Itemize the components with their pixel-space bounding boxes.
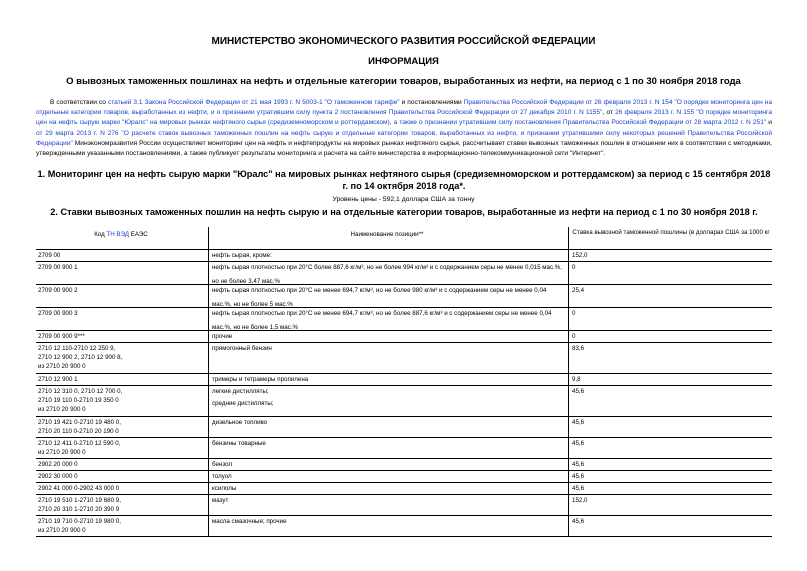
table-body xyxy=(36,250,772,537)
table-row xyxy=(36,343,772,374)
table-row xyxy=(36,483,772,495)
header-code-suffix: ЕАЭС xyxy=(129,231,148,238)
subject-heading: О вывозных таможенных пошлинах на нефть и отдельные категории товаров, выработанных из нефти, на период с 1 по 30 ноября 2018 года xyxy=(66,76,741,87)
row-code xyxy=(38,496,206,514)
row-code-line: из 2710 20 900 0 xyxy=(38,527,86,534)
row-rate: 152,0 xyxy=(572,252,588,259)
row-name xyxy=(212,418,564,427)
row-code xyxy=(38,387,206,414)
decree-154-link[interactable]: Правительства Российской Федерации от 26 февраля 2013 г. N 154 "О порядке мониторинга цен на отдельные категории товаров, выработанных из нефти, и о признании утратившим силу пункта 2 постановления Правительства Российской Федерации от 27 декабря 2010 г. N 1155" xyxy=(36,99,772,117)
header-code-prefix: Код xyxy=(94,231,107,238)
row-code-line: 2710 19 510 1-2710 19 680 9, xyxy=(38,497,121,504)
row-code xyxy=(38,332,206,341)
table-row xyxy=(36,331,772,343)
row-rate: 45,6 xyxy=(572,461,585,468)
ministry-heading: МИНИСТЕРСТВО ЭКОНОМИЧЕСКОГО РАЗВИТИЯ РОССИЙСКОЙ ФЕДЕРАЦИИ xyxy=(211,36,596,47)
row-code-line: 2709 00 900 9*** xyxy=(38,333,85,340)
row-code xyxy=(38,344,206,371)
row-rate: 45,6 xyxy=(572,485,585,492)
table-row xyxy=(36,285,772,308)
table-row xyxy=(36,374,772,386)
row-name xyxy=(212,472,564,481)
row-code xyxy=(38,517,206,535)
row-name-continuation: мас.%, но не более 5 мас.% xyxy=(212,301,293,308)
intro-paragraph xyxy=(36,98,772,159)
decree-276-link[interactable]: от 29 марта 2013 г. N 276 "О расчете ставок вывозных таможенных пошлин на нефть сырую и отдельные категории товаров, выработанных из нефти, и признании утратившими силу некоторых решений Правительства Российской Федерации" xyxy=(36,129,772,147)
intro-text-2: и постановлениями xyxy=(399,99,464,106)
row-code xyxy=(38,439,206,457)
row-name-line: нефть сырая плотностью при 20°С не менее 694,7 кг/м³, но не более 980 кг/м³ и с содержанием серы не менее 0,04 xyxy=(212,287,547,294)
law-link[interactable]: статьей 3.1 Закона Российской Федерации от 21 мая 1993 г. N 5003-1 "О таможенном тарифе" xyxy=(107,99,400,106)
row-code xyxy=(38,484,206,493)
row-code-line: 2710 12 110-2710 12 250 9, xyxy=(38,345,116,352)
row-name xyxy=(212,496,564,505)
row-rate: 83,6 xyxy=(572,345,585,352)
table-row xyxy=(36,438,772,459)
row-code-line: 2710 12 900 1 xyxy=(38,376,78,383)
row-code-line: 2710 20 310 1-2710 20 390 9 xyxy=(38,506,120,513)
row-code xyxy=(38,460,206,469)
row-name-line: бензины товарные xyxy=(212,440,266,447)
row-rate: 0 xyxy=(572,310,576,317)
header-name: Наименование позиции** xyxy=(350,231,424,238)
row-rate: 45,6 xyxy=(572,388,585,395)
row-code xyxy=(38,472,206,481)
row-name-line: прочие xyxy=(212,333,233,340)
row-name-line: толуол xyxy=(212,473,232,480)
row-name-line: легкие дистилляты; xyxy=(212,388,269,395)
row-code-line: 2710 12 900 2, 2710 12 900 8, xyxy=(38,354,123,361)
row-name xyxy=(212,309,564,332)
header-code xyxy=(36,231,206,238)
row-name-line: ксилолы xyxy=(212,485,237,492)
row-name-line: тримеры и тетрамеры пропилена xyxy=(212,376,309,383)
row-name-line: масла смазочные; прочие xyxy=(212,518,287,525)
table-row xyxy=(36,308,772,331)
row-name xyxy=(212,332,564,341)
row-code-line: 2710 19 421 0-2710 19 480 0, xyxy=(38,419,121,426)
decree-155-link[interactable]: 26 февраля 2013 г. N 155 "О порядке мониторинга цен на нефть сырую марки "Юралс" на мировых рынках нефтяного сырья (средиземноморском и роттердамском), а также о признании утратившим силу постановления Правительства Российской Федерации от 28 марта 2012 г. N 251" xyxy=(36,109,772,127)
table-row xyxy=(36,516,772,537)
row-code-line: 2902 41 000 0-2902 43 000 0 xyxy=(38,485,120,492)
table-row xyxy=(36,459,772,471)
column-divider xyxy=(568,227,569,537)
intro-text-5: Минэкономразвития России осуществляет мониторинг цен на нефть и нефтепродукты на мировых рынках нефтяного сырья, рассчитывает ставки вывозных таможенных пошлин в отношении них в соответствии с методиками, утвержденными указанными постановлениями, а также публикует результаты мониторинга и расчета на сайте министерства в информационно-телекоммуникационной сети "Интернет". xyxy=(36,139,772,158)
row-name xyxy=(212,286,564,309)
row-name xyxy=(212,375,564,384)
row-code-line: 2710 12 310 0, 2710 12 700 0, xyxy=(38,388,123,395)
table-row xyxy=(36,471,772,483)
row-name-line: прямогонный бензин xyxy=(212,345,272,352)
row-code-line: 2710 19 710 0-2710 19 980 0, xyxy=(38,518,121,525)
header-rate: Ставка вывозной таможенной пошлины (в долларах США за 1000 кг xyxy=(572,229,770,236)
row-name-line: дизельное топливо xyxy=(212,419,268,426)
row-rate: 45,6 xyxy=(572,419,585,426)
row-code-line: 2710 19 110 0-2710 19 350 0 xyxy=(38,397,119,404)
row-code-line: 2710 12 411 0-2710 12 590 0, xyxy=(38,440,121,447)
row-name-continuation: но не более 3,47 мас.% xyxy=(212,278,280,285)
intro-text-4: и xyxy=(766,119,772,127)
row-code-line: 2902 20 000 0 xyxy=(38,461,78,468)
section-2-title: 2. Ставки вывозных таможенных пошлин на нефть сырую и на отдельные категории товаров, выработанные из нефти на период с 1 по 30 ноября 2018 г. xyxy=(50,207,758,217)
column-divider xyxy=(208,227,209,537)
row-name xyxy=(212,263,564,286)
row-name xyxy=(212,251,564,260)
row-name-line: бензол xyxy=(212,461,233,468)
row-name-line: нефть сырая плотностью при 20°С более 887,6 кг/м³, но не более 994 кг/м³ и с содержанием серы не менее 0,015 мас.%, xyxy=(212,264,562,271)
row-code-line: 2709 00 900 1 xyxy=(38,264,78,271)
row-code-line: 2709 00 900 3 xyxy=(38,310,78,317)
row-code xyxy=(38,309,206,318)
table-row xyxy=(36,250,772,262)
row-name xyxy=(212,439,564,448)
row-name xyxy=(212,387,564,408)
row-rate: 0 xyxy=(572,333,576,340)
info-heading: ИНФОРМАЦИЯ xyxy=(368,56,439,67)
row-name-line: нефть сырая, кроме: xyxy=(212,252,272,259)
row-name-line: нефть сырая плотностью при 20°С не менее 694,7 кг/м³, но не более 887,6 кг/м³ и с содержанием серы не менее 0,04 xyxy=(212,310,552,317)
row-rate: 152,0 xyxy=(572,497,588,504)
row-code xyxy=(38,286,206,295)
row-code xyxy=(38,251,206,260)
row-code-line: 2709 00 900 2 xyxy=(38,287,78,294)
row-rate: 9,8 xyxy=(572,376,581,383)
row-code-line: из 2710 20 900 0 xyxy=(38,406,86,413)
row-name-line: средние дистилляты; xyxy=(212,400,274,407)
row-rate: 45,6 xyxy=(572,440,585,447)
row-name-continuation: мас.%, но не более 1,5 мас.% xyxy=(212,324,298,331)
table-header xyxy=(36,227,772,250)
row-code xyxy=(38,418,206,436)
row-rate: 25,4 xyxy=(572,287,585,294)
row-name xyxy=(212,344,564,353)
price-level: Уровень цены - 592,1 доллара США за тонну xyxy=(332,196,475,203)
row-code xyxy=(38,263,206,272)
row-name xyxy=(212,460,564,469)
tnved-link[interactable]: ТН ВЭД xyxy=(106,231,129,238)
table-row xyxy=(36,495,772,516)
table-row xyxy=(36,417,772,438)
row-code xyxy=(38,375,206,384)
section-1-title: 1. Мониторинг цен на нефть сырую марки "Юралс" на мировых рынках нефтяного сырья (средиземноморском и роттердамском) за период с 15 сентября 2018 г. по 14 октября 2018 года*. xyxy=(37,169,771,191)
intro-text-3: , от xyxy=(602,109,616,117)
intro-text-1: В соответствии со xyxy=(50,99,108,106)
row-code-line: 2709 00 xyxy=(38,252,61,259)
duty-table xyxy=(36,227,772,537)
table-row xyxy=(36,262,772,285)
row-name xyxy=(212,484,564,493)
row-code-line: из 2710 20 900 0 xyxy=(38,449,86,456)
row-rate: 45,6 xyxy=(572,473,585,480)
row-code-line: 2902 30 000 0 xyxy=(38,473,78,480)
row-rate: 0 xyxy=(572,264,576,271)
row-rate: 45,6 xyxy=(572,518,585,525)
table-row xyxy=(36,386,772,417)
row-name xyxy=(212,517,564,526)
row-code-line: из 2710 20 900 0 xyxy=(38,363,86,370)
row-code-line: 2710 20 110 0-2710 20 190 0 xyxy=(38,428,119,435)
row-name-line: мазут xyxy=(212,497,229,504)
